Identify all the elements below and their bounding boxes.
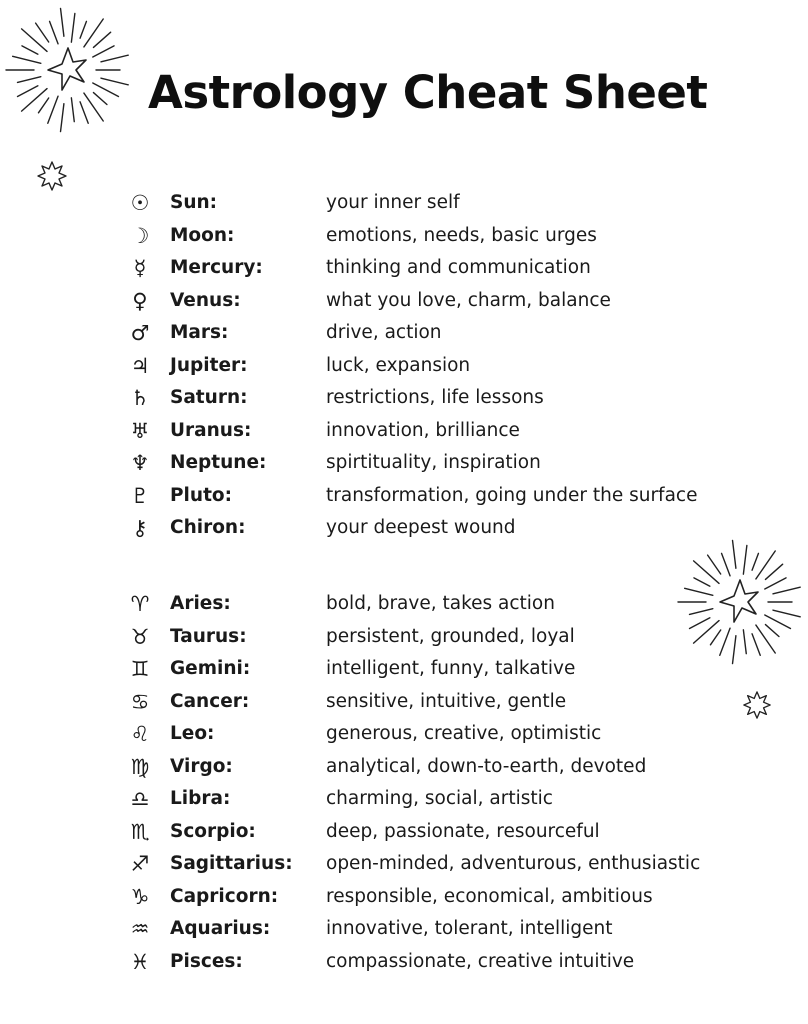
item-meaning: analytical, down-to-earth, devoted [326, 755, 647, 777]
uranus-symbol-icon: ♅ [130, 418, 150, 443]
item-meaning: persistent, grounded, loyal [326, 625, 575, 647]
item-meaning: intelligent, funny, talkative [326, 658, 576, 680]
aries-symbol-icon: ♈ [130, 592, 150, 616]
item-meaning: your deepest wound [326, 517, 516, 539]
cancer-symbol-icon: ♋ [130, 689, 150, 714]
item-name: Chiron: [170, 517, 246, 539]
saturn-symbol-icon: ♄ [130, 386, 150, 411]
item-meaning: transformation, going under the surface [326, 484, 698, 506]
item-name: Jupiter: [170, 354, 248, 376]
sparkle-star-icon [720, 580, 758, 622]
venus-symbol-icon: ♀ [132, 288, 148, 313]
chiron-symbol-icon: ⚷ [132, 516, 148, 541]
capricorn-symbol-icon: ♑ [130, 884, 150, 909]
jupiter-symbol-icon: ♃ [130, 353, 150, 378]
item-name: Pluto: [170, 484, 233, 506]
item-meaning: luck, expansion [326, 354, 471, 376]
item-name: Scorpio: [170, 820, 256, 842]
item-name: Cancer: [170, 690, 250, 712]
item-name: Saturn: [170, 387, 248, 409]
item-name: Sagittarius: [170, 853, 293, 875]
mercury-symbol-icon: ☿ [133, 256, 147, 281]
taurus-symbol-icon: ♉ [130, 624, 150, 649]
item-name: Capricorn: [170, 885, 279, 907]
leo-symbol-icon: ♌ [130, 722, 150, 747]
item-meaning: innovative, tolerant, intelligent [326, 918, 613, 940]
small-star-icon [36, 160, 68, 192]
moon-symbol-icon: ☽ [130, 223, 150, 248]
item-name: Mars: [170, 322, 229, 344]
page-title: Astrology Cheat Sheet [148, 66, 708, 119]
aquarius-symbol-icon: ♒ [130, 917, 150, 942]
libra-symbol-icon: ♎ [130, 787, 150, 812]
item-meaning: open-minded, adventurous, enthusiastic [326, 853, 701, 875]
item-name: Virgo: [170, 755, 233, 777]
virgo-symbol-icon: ♍ [130, 754, 150, 779]
item-meaning: responsible, economical, ambitious [326, 885, 653, 907]
item-meaning: generous, creative, optimistic [326, 723, 602, 745]
item-meaning: restrictions, life lessons [326, 387, 544, 409]
item-meaning: deep, passionate, resourceful [326, 820, 600, 842]
pluto-symbol-icon: ♇ [130, 483, 150, 508]
item-name: Venus: [170, 289, 241, 311]
item-meaning: drive, action [326, 322, 442, 344]
item-meaning: thinking and communication [326, 257, 591, 279]
item-name: Libra: [170, 788, 231, 810]
item-name: Aries: [170, 593, 231, 614]
item-meaning: charming, social, artistic [326, 788, 553, 810]
scorpio-symbol-icon: ♏ [130, 819, 150, 844]
item-name: Mercury: [170, 257, 263, 279]
mars-symbol-icon: ♂ [130, 321, 150, 346]
neptune-symbol-icon: ♆ [130, 451, 150, 476]
item-meaning: emotions, needs, basic urges [326, 224, 597, 246]
item-name: Pisces: [170, 951, 243, 973]
item-name: Neptune: [170, 452, 267, 474]
starburst-icon [0, 0, 140, 140]
item-name: Aquarius: [170, 918, 271, 940]
sparkle-star-icon [48, 48, 86, 90]
item-name: Gemini: [170, 658, 251, 680]
item-name: Taurus: [170, 625, 247, 647]
item-meaning: what you love, charm, balance [326, 289, 611, 311]
item-meaning: sensitive, intuitive, gentle [326, 690, 567, 712]
item-meaning: innovation, brilliance [326, 419, 520, 441]
small-star-icon [742, 690, 772, 720]
item-meaning: bold, brave, takes action [326, 593, 555, 614]
pisces-symbol-icon: ♓ [130, 950, 150, 975]
sun-symbol-icon: ☉ [130, 191, 150, 215]
starburst-icon [670, 530, 808, 668]
sagittarius-symbol-icon: ♐ [130, 852, 150, 877]
item-meaning: compassionate, creative intuitive [326, 951, 635, 973]
item-name: Leo: [170, 723, 215, 745]
gemini-symbol-icon: ♊ [130, 657, 150, 682]
item-meaning: spirtituality, inspiration [326, 452, 541, 474]
item-meaning: your inner self [326, 192, 460, 213]
item-name: Uranus: [170, 419, 252, 441]
item-name: Moon: [170, 224, 235, 246]
item-name: Sun: [170, 192, 218, 213]
